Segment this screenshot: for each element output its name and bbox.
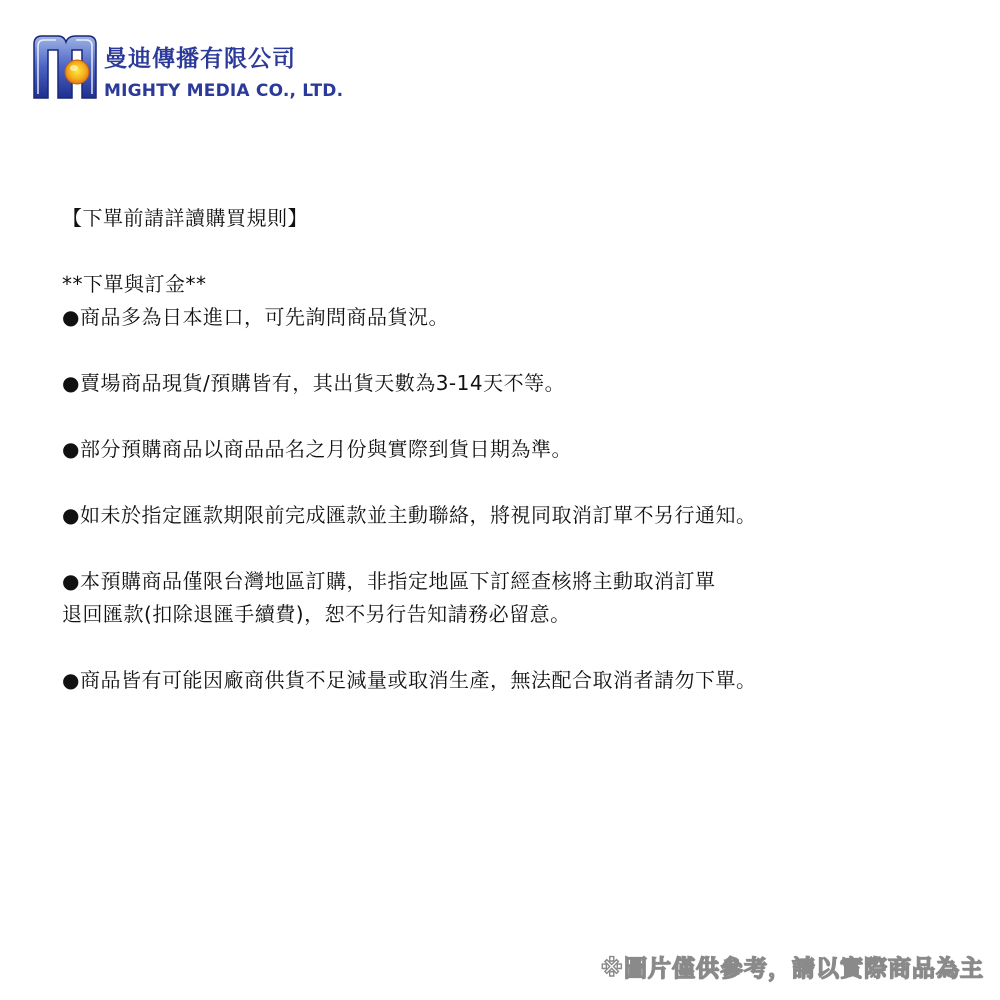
image-disclaimer: ※圖片僅供參考，請以實際商品為主 — [600, 956, 984, 982]
section-heading: **下單與訂金** — [62, 272, 207, 296]
rule-item — [62, 664, 962, 697]
bullet-icon: ● — [62, 371, 80, 395]
rule-text: 商品多為日本進口，可先詢問商品貨況。 — [79, 305, 449, 329]
company-name-chinese: 曼迪傳播有限公司 — [104, 46, 296, 72]
bullet-icon: ● — [62, 668, 80, 692]
rule-item — [62, 499, 962, 532]
rule-item — [62, 367, 962, 400]
rules-title: 【下單前請詳讀購買規則】 — [62, 206, 308, 230]
rule-item — [62, 301, 962, 334]
rule-text: 商品皆有可能因廠商供貨不足減量或取消生產，無法配合取消者請勿下單。 — [79, 668, 757, 692]
rule-text: 部分預購商品以商品品名之月份與實際到貨日期為準。 — [79, 437, 572, 461]
rule-item — [62, 433, 962, 466]
rule-text: 如未於指定匯款期限前完成匯款並主動聯絡，將視同取消訂單不另行通知。 — [79, 503, 757, 527]
bullet-icon: ● — [62, 305, 80, 329]
bullet-icon: ● — [62, 437, 80, 461]
rule-line: 退回匯款(扣除退匯手續費)，恕不另行告知請務必留意。 — [62, 602, 571, 626]
company-name-english: MIGHTY MEDIA CO., LTD. — [104, 81, 344, 101]
rule-line — [62, 565, 962, 598]
rule-item — [62, 565, 962, 631]
rule-text: 本預購商品僅限台灣地區訂購，非指定地區下訂經查核將主動取消訂單 — [79, 569, 716, 593]
company-logo — [30, 32, 344, 104]
bullet-icon: ● — [62, 569, 80, 593]
bullet-icon: ● — [62, 503, 80, 527]
purchase-rules — [62, 202, 962, 697]
rule-text: 賣場商品現貨/預購皆有，其出貨天數為3-14天不等。 — [79, 371, 566, 395]
mighty-media-logo-icon — [30, 32, 100, 102]
